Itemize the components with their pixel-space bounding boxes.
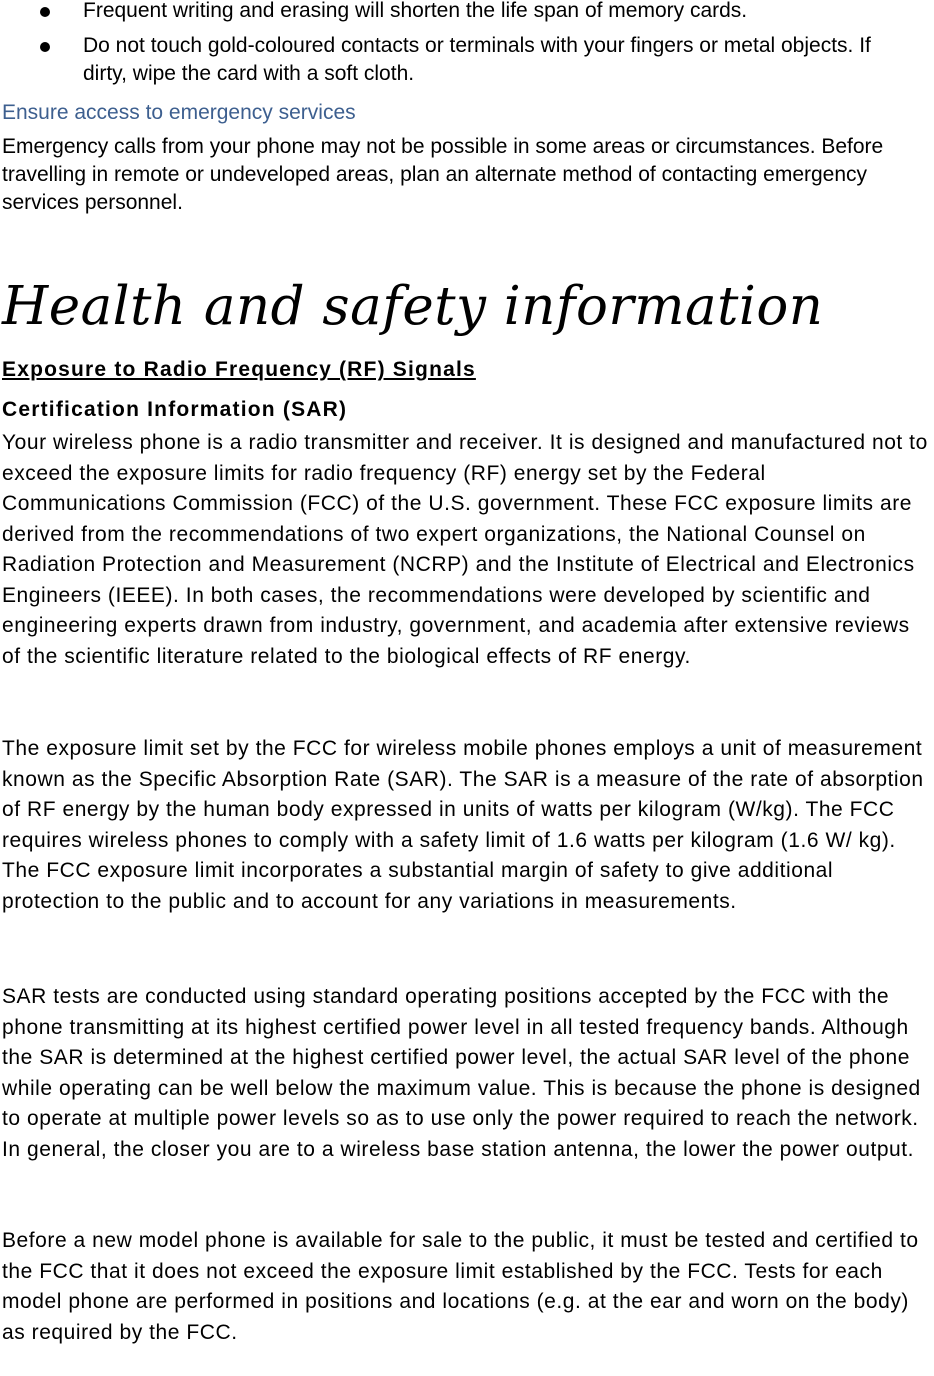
list-item — [0, 32, 934, 88]
bullet-text: Frequent writing and erasing will shorten the life span of memory cards. — [83, 0, 748, 22]
sar-certification-heading: Certification Information (SAR) — [2, 398, 348, 421]
paragraph-fcc-limits: Your wireless phone is a radio transmitter and receiver. It is designed and manufactured not to exceed the exposure limits for radio frequency (RF) energy set by the Federal Communications Commission (FCC) of the U.S. government. These FCC exposure limits are derived from the recommendations of two expert organizations, the National Counsel on Radiation Protection and Measurement (NCRP) and the Institute of Electrical and Electronics Engineers (IEEE). In both cases, the recommendations were developed by scientific and engineering experts drawn from industry, government, and academia after extensive reviews of the scientific literature related to the biological effects of RF energy. — [2, 431, 928, 668]
emergency-services-paragraph: Emergency calls from your phone may not be possible in some areas or circumstances. Before travelling in remote or undeveloped areas, plan an alternate method of contacting emergency services personnel. — [2, 135, 884, 214]
paragraph-sar-tests: SAR tests are conducted using standard operating positions accepted by the FCC with the phone transmitting at its highest certified power level in all tested frequency bands. Although the SAR is determined at the highest certified power level, the actual SAR level of the phone while operating can be well below the maximum value. This is because the phone is designed to operate at multiple power levels so as to use only the power required to reach the network. In general, the closer you are to a wireless base station antenna, the lower the power output. — [2, 985, 921, 1161]
paragraph-model-certification: Before a new model phone is available for sale to the public, it must be tested and certified to the FCC that it does not exceed the exposure limit established by the FCC. Tests for each model phone are performed in positions and locations (e.g. at the ear and worn on the body) as required by the FCC. — [2, 1229, 919, 1344]
list-item — [0, 0, 934, 25]
emergency-services-heading: Ensure access to emergency services — [2, 101, 356, 124]
bullet-dot-icon — [40, 42, 50, 52]
paragraph-sar-definition: The exposure limit set by the FCC for wireless mobile phones employs a unit of measurement known as the Specific Absorption Rate (SAR). The SAR is a measure of the rate of absorption of RF energy by the human body expressed in units of watts per kilogram (W/kg). The FCC requires wireless phones to comply with a safety limit of 1.6 watts per kilogram (1.6 W/ kg). The FCC exposure limit incorporates a substantial margin of safety to give additional protection to the public and to account for any variations in measurements. — [2, 737, 924, 913]
page-title: Health and safety information — [2, 276, 824, 337]
bullet-text: Do not touch gold-coloured contacts or terminals with your fingers or metal objects. If dirty, wipe the card with a soft cloth. — [83, 34, 871, 85]
rf-exposure-section-heading: Exposure to Radio Frequency (RF) Signals — [2, 358, 476, 381]
memory-card-bullet-list — [0, 0, 934, 88]
bullet-dot-icon — [40, 7, 50, 17]
